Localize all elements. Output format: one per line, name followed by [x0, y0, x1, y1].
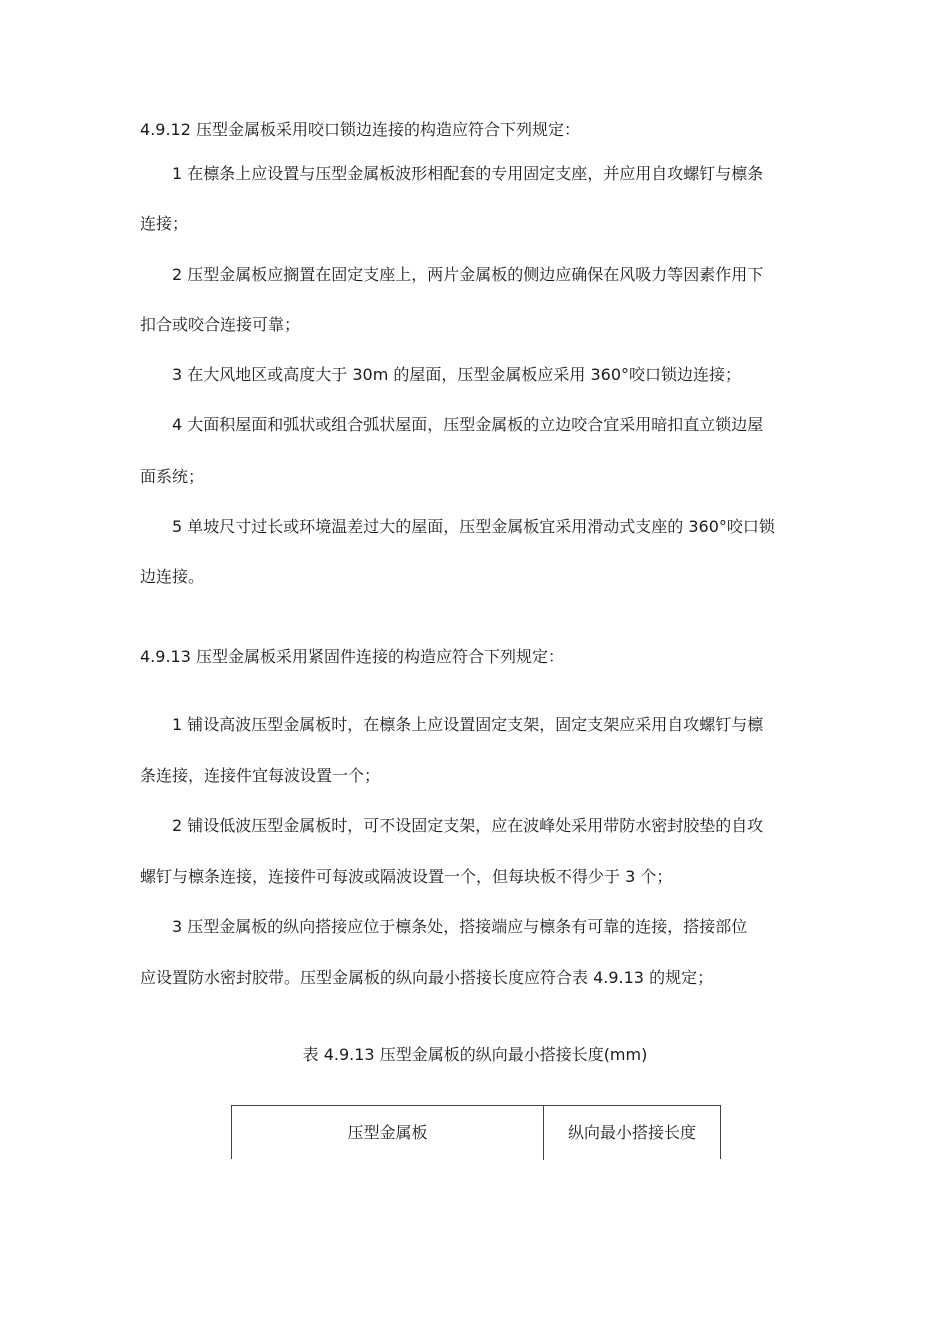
clause-13-item-2-line-1: 2 铺设低波压型金属板时，可不设固定支架，应在波峰处采用带防水密封胶垫的自攻 [172, 816, 764, 835]
clause-item-4-line-1: 4 大面积屋面和弧状或组合弧状屋面，压型金属板的立边咬合宜采用暗扣直立锁边屋 [172, 415, 764, 434]
clause-item-5-line-1: 5 单坡尺寸过长或环境温差过大的屋面，压型金属板宜采用滑动式支座的 360°咬口锁 [172, 517, 775, 536]
overlap-length-table [231, 1105, 721, 1159]
clause-item-3-line-1: 3 在大风地区或高度大于 30m 的屋面，压型金属板应采用 360°咬口锁边连接； [172, 365, 742, 384]
clause-item-2-line-2: 扣合或咬合连接可靠； [140, 315, 301, 334]
clause-item-4-line-2: 面系统； [140, 467, 205, 486]
clause-heading-4-9-12: 4.9.12 压型金属板采用咬口锁边连接的构造应符合下列规定： [140, 120, 580, 139]
table-caption: 表 4.9.13 压型金属板的纵向最小搭接长度(mm) [302, 1045, 648, 1064]
clause-item-1-line-2: 连接； [140, 214, 189, 233]
clause-item-1-line-1: 1 在檩条上应设置与压型金属板波形相配套的专用固定支座，并应用自攻螺钉与檩条 [172, 164, 764, 183]
table-header-panel: 压型金属板 [232, 1106, 544, 1160]
clause-13-item-1-line-2: 条连接，连接件宜每波设置一个； [140, 766, 381, 785]
clause-13-item-2-line-2: 螺钉与檩条连接，连接件可每波或隔波设置一个，但每块板不得少于 3 个； [140, 867, 673, 886]
clause-item-2-line-1: 2 压型金属板应搁置在固定支座上，两片金属板的侧边应确保在风吸力等因素作用下 [172, 265, 764, 284]
clause-item-5-line-2: 边连接。 [140, 567, 205, 586]
clause-13-item-1-line-1: 1 铺设高波压型金属板时，在檩条上应设置固定支架，固定支架应采用自攻螺钉与檩 [172, 715, 764, 734]
clause-13-item-3-line-1: 3 压型金属板的纵向搭接应位于檩条处，搭接端应与檩条有可靠的连接，搭接部位 [172, 917, 748, 936]
clause-heading-4-9-13: 4.9.13 压型金属板采用紧固件连接的构造应符合下列规定： [140, 647, 564, 666]
clause-13-item-3-line-2: 应设置防水密封胶带。压型金属板的纵向最小搭接长度应符合表 4.9.13 的规定； [140, 968, 714, 987]
table-header-min-overlap: 纵向最小搭接长度 [567, 1122, 696, 1142]
